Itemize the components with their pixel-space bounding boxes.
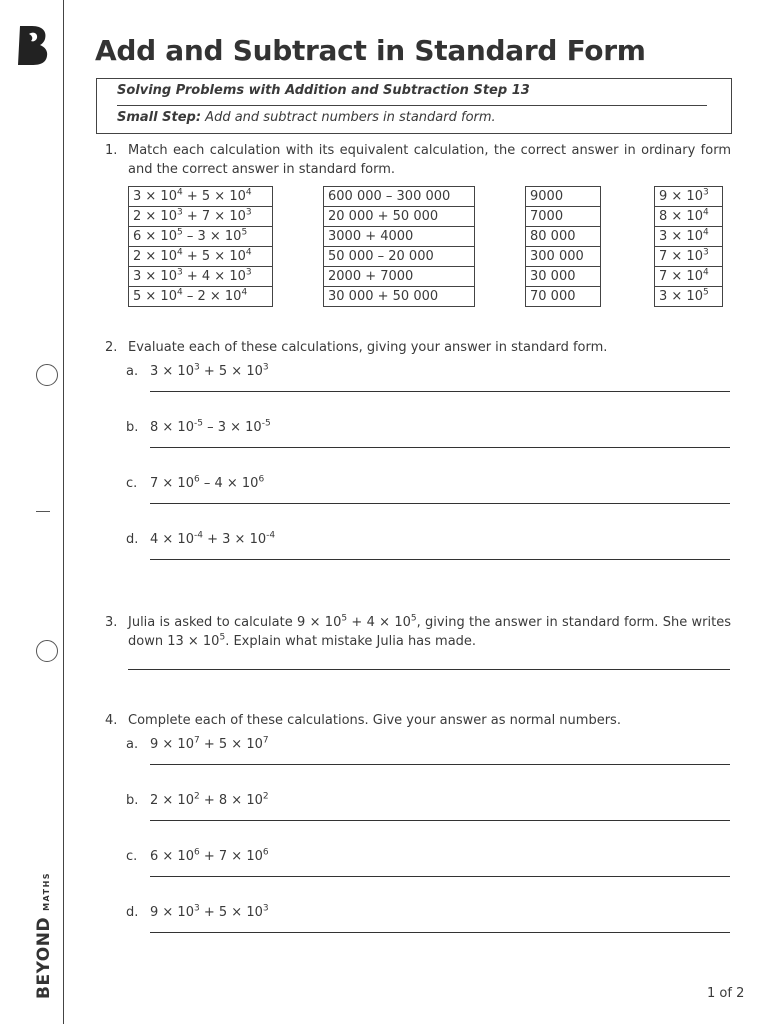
calculation-cell[interactable]: $3 \times 10^4 + 5 \times 10^4$ [129, 187, 273, 207]
match-row [129, 187, 273, 207]
match-row [324, 187, 475, 207]
subquestion-expression: $9 \times 10^3 + 5 \times 10^3$ [150, 903, 269, 920]
match-row [324, 287, 475, 307]
step-info-box [96, 78, 732, 134]
answer-line[interactable] [150, 447, 730, 448]
subquestion-label: d. [126, 905, 139, 920]
equivalent-cell[interactable]: 50 000 – 20 000 [324, 247, 475, 267]
match-row [655, 227, 723, 247]
ordinary-form-cell[interactable]: 70 000 [526, 287, 601, 307]
match-table-calculations [128, 186, 273, 307]
match-row [526, 287, 601, 307]
subquestion-label: b. [126, 420, 139, 435]
subquestion-expression: $8 \times 10^{-5} - 3 \times 10^{-5}$ [150, 418, 271, 435]
match-row [526, 207, 601, 227]
equivalent-cell[interactable]: 30 000 + 50 000 [324, 287, 475, 307]
question-2-text: Evaluate each of these calculations, giving your answer in standard form. [128, 340, 608, 355]
subquestion-label: d. [126, 532, 139, 547]
match-row [526, 247, 601, 267]
subquestion-expression: $7 \times 10^6 - 4 \times 10^6$ [150, 474, 265, 491]
match-row [129, 247, 273, 267]
brand-wordmark: BEYOND MATHS [34, 871, 54, 999]
standard-form-cell[interactable]: $3 \times 10^4$ [655, 227, 723, 247]
info-divider [117, 105, 707, 106]
page-number: 1 of 2 [707, 986, 745, 1001]
calculation-cell[interactable]: $3 \times 10^3 + 4 \times 10^3$ [129, 267, 273, 287]
match-row [324, 227, 475, 247]
match-row [324, 207, 475, 227]
equivalent-cell[interactable]: 20 000 + 50 000 [324, 207, 475, 227]
page-title: Add and Subtract in Standard Form [95, 34, 646, 67]
match-table-standard [654, 186, 723, 307]
ordinary-form-cell[interactable]: 300 000 [526, 247, 601, 267]
margin-line [63, 0, 64, 1024]
step-title: Solving Problems with Addition and Subtraction Step 13 [117, 83, 530, 98]
subquestion-label: c. [126, 849, 138, 864]
answer-line[interactable] [150, 876, 730, 877]
answer-line-q3[interactable] [128, 669, 730, 670]
match-row [655, 207, 723, 227]
match-row [655, 267, 723, 287]
match-row [655, 187, 723, 207]
subquestion-expression: $3 \times 10^3 + 5 \times 10^3$ [150, 362, 269, 379]
match-row [526, 227, 601, 247]
match-row [655, 287, 723, 307]
punch-hole-bottom [36, 640, 58, 662]
subquestion-label: a. [126, 737, 139, 752]
match-row [324, 247, 475, 267]
subquestion-label: c. [126, 476, 138, 491]
answer-line[interactable] [150, 932, 730, 933]
match-row [655, 247, 723, 267]
calculation-cell[interactable]: $5 \times 10^4 - 2 \times 10^4$ [129, 287, 273, 307]
match-row [129, 227, 273, 247]
calculation-cell[interactable]: $2 \times 10^3 + 7 \times 10^3$ [129, 207, 273, 227]
standard-form-cell[interactable]: $7 \times 10^3$ [655, 247, 723, 267]
match-row [129, 287, 273, 307]
match-row [129, 207, 273, 227]
answer-line[interactable] [150, 503, 730, 504]
question-4-text: Complete each of these calculations. Give your answer as normal numbers. [128, 713, 621, 728]
answer-line[interactable] [150, 764, 730, 765]
match-row [324, 267, 475, 287]
ordinary-form-cell[interactable]: 30 000 [526, 267, 601, 287]
question-3-text: Julia is asked to calculate $9 \times 10^5 + 4 \times 10^5$, giving the answer in standard form. She writes down $13 \times 10^5$. Explain what mistake Julia has made. [128, 613, 731, 649]
match-table-equivalent [323, 186, 475, 307]
match-row [129, 267, 273, 287]
subquestion-expression: $9 \times 10^7 + 5 \times 10^7$ [150, 735, 269, 752]
answer-line[interactable] [150, 559, 730, 560]
small-step: Small Step: Add and subtract numbers in standard form. [117, 110, 496, 125]
equivalent-cell[interactable]: 2000 + 7000 [324, 267, 475, 287]
ordinary-form-cell[interactable]: 80 000 [526, 227, 601, 247]
match-table-ordinary [525, 186, 601, 307]
answer-line[interactable] [150, 820, 730, 821]
calculation-cell[interactable]: $6 \times 10^5 - 3 \times 10^5$ [129, 227, 273, 247]
question-1-text: Match each calculation with its equivalent calculation, the correct answer in ordinary form and the correct answer in standard form. [128, 143, 731, 177]
standard-form-cell[interactable]: $8 \times 10^4$ [655, 207, 723, 227]
subquestion-expression: $6 \times 10^6 + 7 \times 10^6$ [150, 847, 269, 864]
standard-form-cell[interactable]: $3 \times 10^5$ [655, 287, 723, 307]
ordinary-form-cell[interactable]: 9000 [526, 187, 601, 207]
punch-hole-top [36, 364, 58, 386]
ordinary-form-cell[interactable]: 7000 [526, 207, 601, 227]
equivalent-cell[interactable]: 3000 + 4000 [324, 227, 475, 247]
equivalent-cell[interactable]: 600 000 – 300 000 [324, 187, 475, 207]
match-row [526, 267, 601, 287]
match-row [526, 187, 601, 207]
calculation-cell[interactable]: $2 \times 10^4 + 5 \times 10^4$ [129, 247, 273, 267]
beyond-logo-icon [16, 24, 50, 66]
subquestion-label: b. [126, 793, 139, 808]
subquestion-expression: $2 \times 10^2 + 8 \times 10^2$ [150, 791, 269, 808]
subquestion-expression: $4 \times 10^{-4} + 3 \times 10^{-4}$ [150, 530, 276, 547]
standard-form-cell[interactable]: $7 \times 10^4$ [655, 267, 723, 287]
answer-line[interactable] [150, 391, 730, 392]
subquestion-label: a. [126, 364, 139, 379]
standard-form-cell[interactable]: $9 \times 10^3$ [655, 187, 723, 207]
fold-mark [36, 511, 50, 512]
